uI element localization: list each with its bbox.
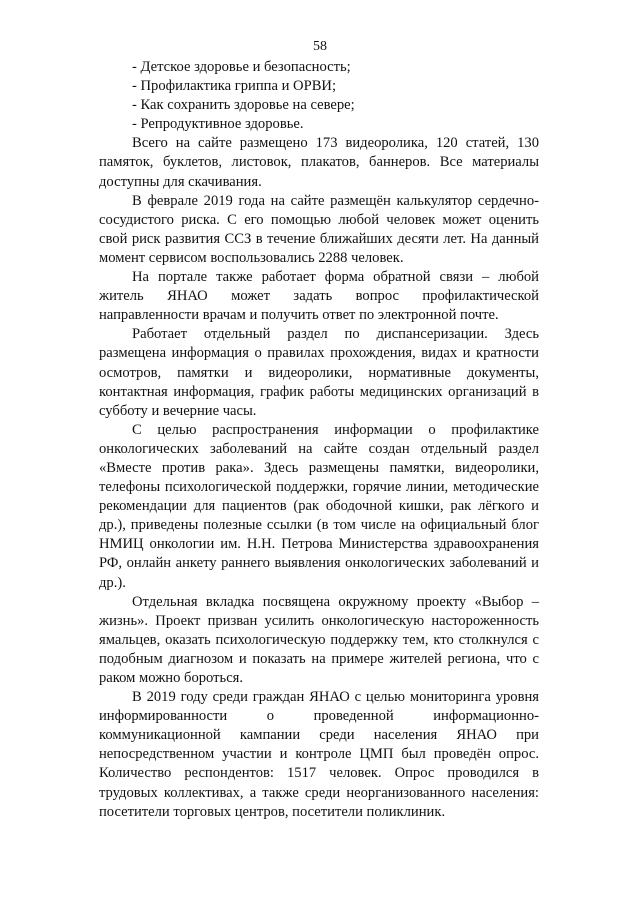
paragraph-materials-count: Всего на сайте размещено 173 видеоролика, 120 статей, 130 памяток, буклетов, листовок, плакатов, баннеров. Все материалы доступны для скачивания. xyxy=(99,135,539,190)
topic-list xyxy=(99,58,539,134)
list-item: - Репродуктивное здоровье. xyxy=(132,116,304,133)
page-number: 58 xyxy=(313,39,327,54)
paragraph-risk-calculator: В феврале 2019 года на сайте размещён калькулятор сердечно-сосудистого риска. С его помощью любой человек может оценить свой риск развития ССЗ в течение ближайших десяти лет. На данный момент сервисом воспользовались 2288 человек. xyxy=(99,192,539,266)
paragraph-feedback-form: На портале также работает форма обратной связи – любой житель ЯНАО может задать вопрос профилактической направленности врачам и получить ответ по электронной почте. xyxy=(99,269,539,324)
list-item: - Детское здоровье и безопасность; xyxy=(132,59,351,75)
paragraph-choice-life-project: Отдельная вкладка посвящена окружному проекту «Выбор – жизнь». Проект призван усилить онкологическую настороженность ямальцев, оказать психологическую поддержку тем, кто столкнулся с подобным диагнозом и показать на примере жителей региона, что с раком можно бороться. xyxy=(99,593,539,686)
list-item: - Как сохранить здоровье на севере; xyxy=(132,97,355,114)
paragraph-oncology-section: С целью распространения информации о профилактике онкологических заболеваний на сайте создан отдельный раздел «Вместе против рака». Здесь размещены памятки, видеоролики, телефоны психологической поддержки, горячие линии, методические рекомендации для пациентов (рак ободочной кишки, рак лёгкого и др.), приведены полезные ссылки (в том числе на официальный блог НМИЦ онкологии им. Н.Н. Петрова Министерства здравоохранения РФ, онлайн анкету раннего выявления онкологических заболеваний и др.). xyxy=(99,421,539,591)
list-item: - Профилактика гриппа и ОРВИ; xyxy=(132,78,337,95)
page-body xyxy=(99,58,539,822)
paragraph-survey: В 2019 году среди граждан ЯНАО с целью мониторинга уровня информированности о проведенной информационно-коммуникационной кампании среди населения ЯНАО при непосредственном участии и контроле ЦМП был проведён опрос. Количество респондентов: 1517 человек. Опрос проводился в трудовых коллективах, а также среди неорганизованного населения: посетители торговых центров, посетители поликлиник. xyxy=(99,689,539,820)
paragraph-dispensary-section: Работает отдельный раздел по диспансеризации. Здесь размещена информация о правилах прохождения, видах и кратности осмотров, памятки и видеоролики, нормативные документы, контактная информация, график работы медицинских организаций в субботу и вечерние часы. xyxy=(99,326,539,419)
